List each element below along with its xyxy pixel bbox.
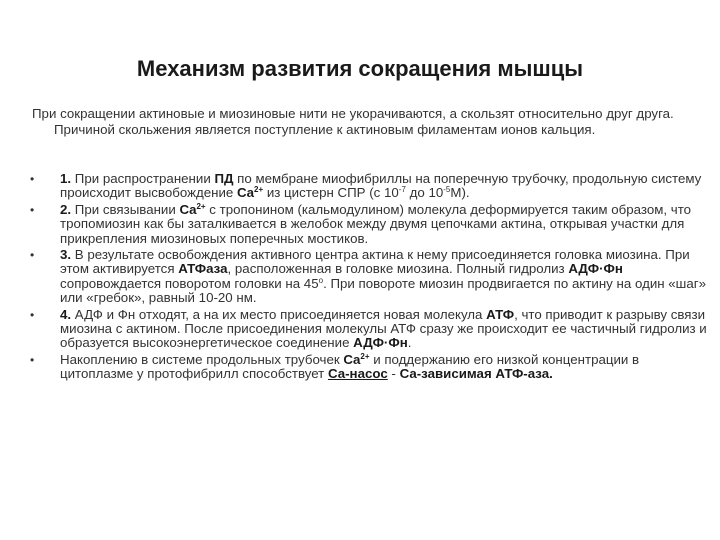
term-atpase: АТФаза — [178, 261, 228, 277]
bullet-icon: • — [30, 202, 35, 217]
step-number: 4. — [60, 306, 72, 322]
step-text: . — [407, 335, 412, 351]
step-text: из цистерн СПР (с 10 — [263, 185, 399, 201]
list-item-step-5 — [30, 353, 710, 382]
list-item-step-3 — [30, 248, 710, 306]
term-calcium: Ca — [343, 351, 361, 367]
superscript: -5 — [443, 185, 451, 195]
term-adf-fn: АДФ·Фн — [353, 335, 408, 351]
term-ca-atpase: Са-зависимая АТФ-аза. — [399, 366, 553, 382]
bullet-icon: • — [30, 352, 35, 367]
step-number: 1. — [60, 171, 72, 186]
step-text: При распространении — [71, 171, 215, 186]
bullet-icon: • — [30, 248, 35, 263]
step-text: по мембране миофибриллы на поперечную трубочку, продольную систему происходит высвобождение — [60, 171, 702, 201]
step-text: При связывании — [71, 201, 180, 217]
superscript: 2+ — [360, 351, 370, 361]
superscript: 2+ — [254, 185, 264, 195]
step-text: М). — [450, 185, 470, 201]
slide-title: Механизм развития сокращения мышцы — [136, 56, 584, 81]
step-text: АДФ и Фн отходят, а на их место присоединяется новая молекула — [71, 306, 487, 322]
superscript: -7 — [398, 185, 406, 195]
step-text: , расположенная в головке миозина. Полный гидролиз — [227, 261, 569, 277]
step-number: 3. — [60, 247, 72, 263]
intro-paragraph: При сокращении актиновые и миозиновые нити не укорачиваются, а скользят относительно друг друга. Причиной скольжения является поступление к актиновым филаментам ионов кальция. — [32, 106, 674, 138]
step-number: 2. — [60, 201, 72, 217]
term-calcium: Ca — [237, 185, 254, 201]
term-pd: ПД — [214, 171, 234, 186]
step-text: сопровождается поворотом головки на 45 — [60, 275, 319, 291]
step-text: и поддержанию его низкой концентрации в цитоплазме у протофибрилл способствует — [60, 351, 640, 382]
mechanism-steps-list — [30, 172, 710, 384]
term-adf-fn: АДФ·Фн — [568, 261, 623, 277]
step-text: до 10 — [405, 185, 444, 201]
term-calcium: Ca — [179, 201, 197, 217]
step-text: В результате освобождения активного центра актина к нему присоединяется головка миозина. При этом активируется — [60, 247, 690, 277]
step-text: Накоплению в системе продольных трубочек — [60, 351, 344, 367]
list-item-step-2 — [30, 203, 710, 246]
step-text: . При повороте миозин продвигается по актину на один «шаг» или «гребок», равный 10-20 нм. — [60, 275, 706, 306]
step-text: , что приводит к разрыву связи миозина с актином. После присоединения молекулы АТФ сразу же происходит ее частичный гидролиз и образуется высокоэнергетическое соединение — [60, 306, 707, 351]
term-ca-pump: Са-насос — [327, 366, 388, 382]
list-item-step-4 — [30, 308, 710, 351]
step-text: с тропонином (кальмодулином) молекула деформируется таким образом, что тропомиозин как бы заталкивается в желобок между двумя цепочками актина, открывая участки для прикрепления миозиновых поперечных мостиков. — [60, 201, 692, 246]
superscript: о — [318, 275, 324, 285]
bullet-icon: • — [30, 172, 35, 186]
term-atf: АТФ — [486, 306, 515, 322]
superscript: 2+ — [196, 201, 206, 211]
step-text: - — [387, 366, 400, 382]
list-item-step-1 — [30, 172, 710, 201]
bullet-icon: • — [30, 307, 35, 322]
